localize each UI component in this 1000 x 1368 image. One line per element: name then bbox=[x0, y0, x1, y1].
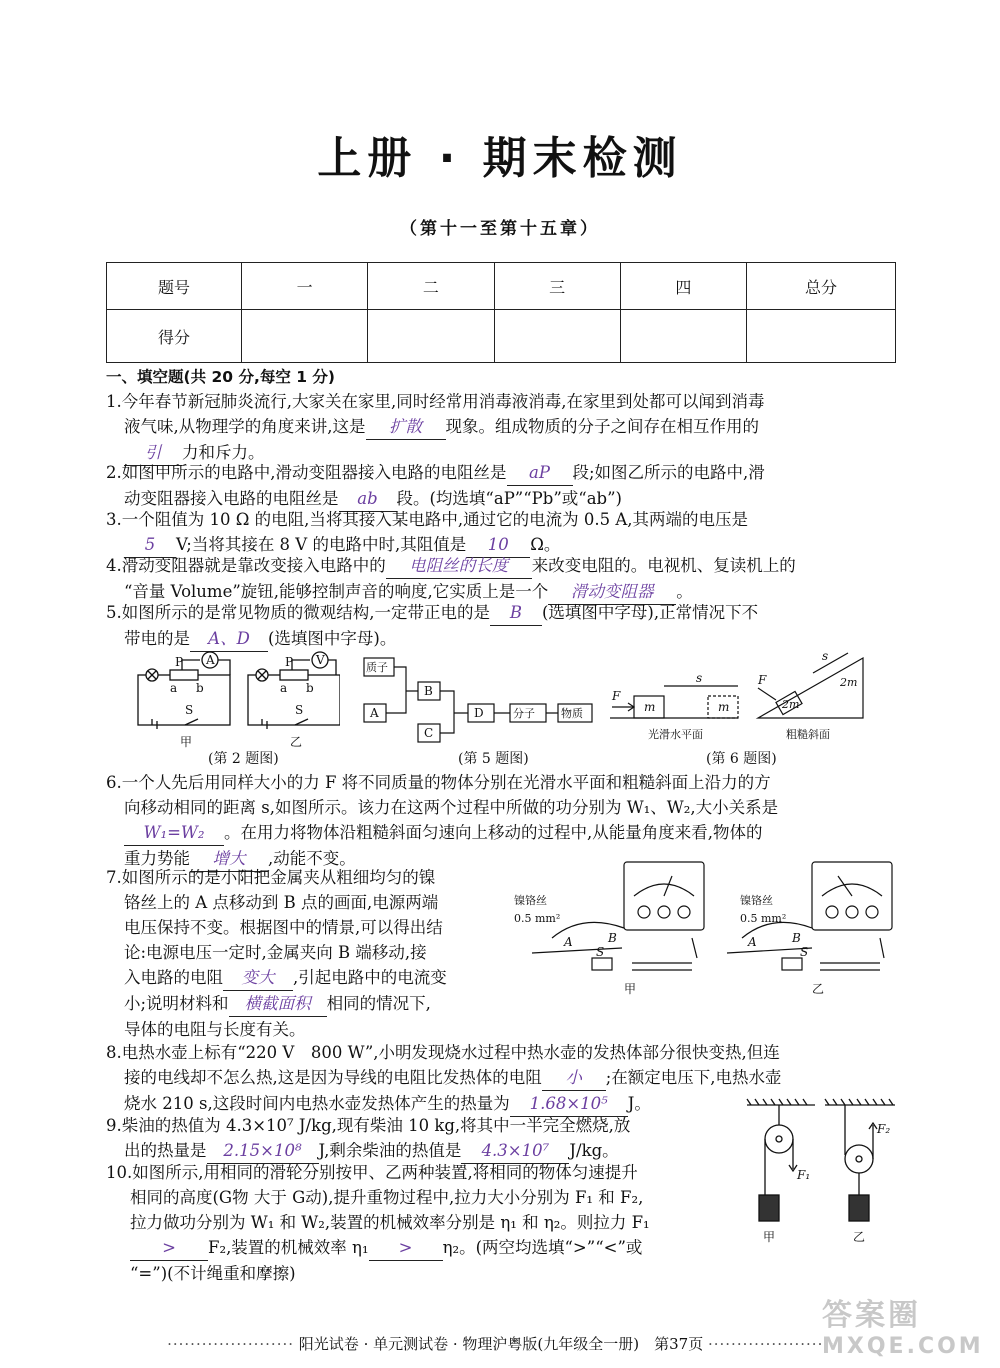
question-1 bbox=[106, 389, 896, 466]
label-f1: F₁ bbox=[797, 1168, 811, 1182]
text-line: 液气味,从物理学的角度来讲,这是 扩散 现象。组成物质的分子之间存在相互作用的 bbox=[106, 414, 896, 440]
table-cell[interactable] bbox=[368, 310, 494, 363]
answer-blank[interactable]: B bbox=[490, 600, 542, 626]
answer-blank[interactable]: 5 bbox=[124, 532, 176, 558]
table-cell: 三 bbox=[494, 263, 620, 310]
answer-blank[interactable]: 引 bbox=[124, 440, 182, 466]
label-s: S bbox=[295, 703, 304, 717]
table-cell: 二 bbox=[368, 263, 494, 310]
pulley-figure bbox=[745, 1095, 900, 1245]
page-subtitle: （第十一至第十五章） bbox=[400, 219, 600, 239]
force-work-figure bbox=[608, 648, 873, 746]
text-line: 小;说明材料和 横截面积 相同的情况下, bbox=[106, 991, 516, 1017]
question-7 bbox=[106, 865, 516, 1042]
nichrome-wire-label: 镍铬丝 bbox=[514, 894, 547, 907]
label-a: a bbox=[280, 681, 288, 695]
circuit-figure bbox=[130, 650, 340, 760]
answer-blank[interactable]: A、D bbox=[190, 626, 268, 652]
proton-label: 质子 bbox=[366, 661, 388, 674]
table-row bbox=[107, 263, 896, 310]
table-row bbox=[107, 310, 896, 363]
text-line: “音量 Volume”旋钮,能够控制声音的响度,它实质上是一个 滑动变阻器 。 bbox=[106, 579, 896, 605]
text-line: 出的热量是 2.15×10⁸ J,剩余柴油的热值是 4.3×10⁷ J/kg。 bbox=[106, 1138, 746, 1164]
text-line: 4.滑动变阻器就是靠改变接入电路中的 电阻丝的长度 来改变电阻的。电视机、复读机上的 bbox=[106, 553, 896, 579]
label-jia: 甲 bbox=[624, 982, 637, 996]
point-b-label: B bbox=[792, 931, 801, 945]
watermark bbox=[822, 1290, 984, 1359]
label-c: C bbox=[424, 726, 434, 740]
label-s: S bbox=[185, 703, 194, 717]
label-m: m bbox=[718, 700, 730, 714]
text-line: 相同的高度(G物 大于 G动),提升重物过程中,拉力大小分别为 F₁ 和 F₂, bbox=[130, 1188, 644, 1207]
table-cell[interactable] bbox=[747, 310, 896, 363]
molecule-label: 分子 bbox=[513, 707, 535, 720]
matter-label: 物质 bbox=[561, 707, 583, 720]
label-b: b bbox=[306, 681, 314, 695]
label-p: P bbox=[175, 655, 184, 669]
figure-caption: (第 2 题图) bbox=[208, 751, 279, 767]
question-5 bbox=[106, 600, 896, 652]
label-yi: 乙 bbox=[812, 982, 825, 996]
point-a-label: A bbox=[748, 935, 757, 949]
text-line: 5 V;当将其接在 8 V 的电路中时,其阻值是 10 Ω。 bbox=[106, 532, 896, 558]
question-3 bbox=[106, 507, 896, 558]
answer-blank[interactable]: 滑动变阻器 bbox=[548, 579, 676, 605]
text-line: 带电的是 A、D (选填图中字母)。 bbox=[106, 626, 896, 652]
label-f: F bbox=[758, 673, 767, 687]
label-a: A bbox=[370, 706, 379, 720]
label-2m: 2m bbox=[840, 676, 858, 689]
text-line: 导体的电阻与长度有关。 bbox=[124, 1020, 306, 1039]
table-cell: 总分 bbox=[747, 263, 896, 310]
text-line: 1.今年春节新冠肺炎流行,大家关在家里,同时经常用消毒液消毒,在家里到处都可以闻到消毒 bbox=[106, 392, 765, 411]
answer-blank[interactable]: 2.15×10⁸ bbox=[207, 1138, 319, 1164]
answer-blank[interactable]: W₁=W₂ bbox=[124, 820, 224, 846]
cross-section-label: 0.5 mm² bbox=[514, 912, 561, 925]
text-line: 动变阻器接入电路的电阻丝是 ab 段。(均选填“aP”“Pb”或“ab”) bbox=[106, 486, 896, 512]
figure-caption: (第 6 题图) bbox=[706, 751, 777, 767]
question-2 bbox=[106, 460, 896, 512]
text-line: 入电路的电阻 变大 ,引起电路中的电流变 bbox=[106, 965, 516, 991]
page-footer: ······················ 阳光试卷 · 单元测试卷 · 物理沪粤版(九年级全一册) 第37页 ······················ bbox=[167, 1335, 835, 1353]
smooth-surface-label: 光滑水平面 bbox=[648, 728, 703, 741]
table-cell[interactable] bbox=[242, 310, 368, 363]
answer-blank[interactable]: 横截面积 bbox=[229, 991, 327, 1017]
table-cell[interactable] bbox=[620, 310, 746, 363]
answer-blank[interactable]: aP bbox=[507, 460, 573, 486]
text-line: W₁=W₂ 。在用力将物体沿粗糙斜面匀速向上移动的过程中,从能量角度来看,物体的 bbox=[106, 820, 896, 846]
text-line: 10.如图所示,用相同的滑轮分别按甲、乙两种装置,将相同的物体匀速提升 bbox=[106, 1163, 638, 1182]
label-2m: 2m bbox=[782, 698, 800, 711]
text-line: 引 力和斥力。 bbox=[106, 440, 896, 466]
label-s: s bbox=[822, 649, 829, 663]
label-f2: F₂ bbox=[877, 1122, 891, 1136]
switch-label: S bbox=[596, 945, 605, 959]
label-s: s bbox=[696, 671, 703, 685]
text-line: 5.如图所示的是常见物质的微观结构,一定带正电的是 B (选填图中字母),正常情况下不 bbox=[106, 600, 896, 626]
point-b-label: B bbox=[608, 931, 617, 945]
voltmeter-label: V bbox=[316, 653, 325, 667]
score-table bbox=[106, 262, 896, 363]
table-cell: 题号 bbox=[107, 263, 242, 310]
figure-caption: (第 5 题图) bbox=[458, 751, 529, 767]
label-d: D bbox=[474, 706, 484, 720]
table-cell[interactable] bbox=[494, 310, 620, 363]
text-line: 铬丝上的 A 点移动到 B 点的画面,电源两端 bbox=[124, 893, 439, 912]
text-line: 拉力做功分别为 W₁ 和 W₂,装置的机械效率分别是 η₁ 和 η₂。则拉力 F₁ bbox=[130, 1213, 650, 1232]
question-6 bbox=[106, 770, 896, 872]
ammeter-label: A bbox=[206, 653, 215, 667]
answer-blank[interactable]: > bbox=[130, 1235, 208, 1261]
label-a: a bbox=[170, 681, 178, 695]
point-a-label: A bbox=[564, 935, 573, 949]
text-line: 9.柴油的热值为 4.3×10⁷ J/kg,现有柴油 10 kg,将其中一半完全燃烧,放 bbox=[106, 1116, 631, 1135]
answer-blank[interactable]: > bbox=[369, 1235, 443, 1261]
text-line: 电压保持不变。根据图中的情景,可以得出结 bbox=[124, 918, 443, 937]
answer-blank[interactable]: 1.68×10⁵ bbox=[510, 1091, 628, 1117]
text-line: 接的电线却不怎么热,这是因为导线的电阻比发热体的电阻 小 ;在额定电压下,电热水壶 bbox=[106, 1065, 896, 1091]
nichrome-wire-figure bbox=[512, 858, 907, 1018]
page-title: 上册 · 期末检测 bbox=[317, 133, 683, 184]
label-yi: 乙 bbox=[853, 1230, 866, 1244]
switch-label: S bbox=[800, 945, 809, 959]
answer-blank[interactable]: ab bbox=[339, 486, 397, 512]
answer-blank[interactable]: 电阻丝的长度 bbox=[386, 553, 532, 579]
text-line: 论:电源电压一定时,金属夹向 B 端移动,接 bbox=[124, 943, 427, 962]
text-line: 向移动相同的距离 s,如图所示。该力在这两个过程中所做的功分别为 W₁、W₂,大小关系是 bbox=[124, 798, 779, 817]
matter-structure-diagram bbox=[362, 656, 602, 746]
text-line: 烧水 210 s,这段时间内电热水壶发热体产生的热量为 1.68×10⁵ J。 bbox=[106, 1091, 896, 1117]
nichrome-wire-label: 镍铬丝 bbox=[740, 894, 773, 907]
question-4 bbox=[106, 553, 896, 605]
answer-blank[interactable]: 变大 bbox=[223, 965, 293, 991]
text-line: 重力势能 增大 ,动能不变。 bbox=[106, 846, 896, 872]
answer-blank[interactable]: 10 bbox=[466, 532, 530, 558]
text-line: 8.电热水壶上标有“220 V 800 W”,小明发现烧水过程中热水壶的发热体部分很快变热,但连 bbox=[106, 1043, 780, 1062]
question-9 bbox=[106, 1113, 746, 1164]
cross-section-label: 0.5 mm² bbox=[740, 912, 787, 925]
label-f: F bbox=[612, 689, 621, 703]
text-line: 6.一个人先后用同样大小的力 F 将不同质量的物体分别在光滑水平面和粗糙斜面上沿力的方 bbox=[106, 773, 771, 792]
text-line: > F₂,装置的机械效率 η₁ > η₂。(两空均选填“>”“<”或 bbox=[106, 1235, 736, 1261]
text-line: 7.如图所示的是小阳把金属夹从粗细均匀的镍 bbox=[106, 868, 436, 887]
answer-blank[interactable]: 扩散 bbox=[366, 414, 446, 440]
rough-slope-label: 粗糙斜面 bbox=[786, 728, 830, 741]
label-b: B bbox=[424, 684, 433, 698]
table-cell: 四 bbox=[620, 263, 746, 310]
answer-blank[interactable]: 增大 bbox=[190, 846, 268, 872]
question-10 bbox=[106, 1160, 736, 1286]
label-yi: 乙 bbox=[290, 735, 303, 749]
label-p: P bbox=[285, 655, 294, 669]
watermark-text: 答案圈 MXQE.COM bbox=[822, 1298, 984, 1359]
table-cell: 一 bbox=[242, 263, 368, 310]
text-line: “=”)(不计绳重和摩擦) bbox=[130, 1264, 296, 1283]
text-line: 2.如图甲所示的电路中,滑动变阻器接入电路的电阻丝是 aP 段;如图乙所示的电路中,滑 bbox=[106, 460, 896, 486]
section-heading: 一、填空题(共 20 分,每空 1 分) bbox=[106, 368, 335, 386]
table-cell: 得分 bbox=[107, 310, 242, 363]
label-m: m bbox=[644, 700, 656, 714]
footer-text: 阳光试卷 · 单元测试卷 · 物理沪粤版(九年级全一册) 第37页 bbox=[298, 1335, 704, 1353]
text-line: 3.一个阻值为 10 Ω 的电阻,当将其接入某电路中,通过它的电流为 0.5 A,其两端的电压是 bbox=[106, 510, 749, 529]
label-b: b bbox=[196, 681, 204, 695]
answer-blank[interactable]: 小 bbox=[542, 1065, 606, 1091]
label-jia: 甲 bbox=[763, 1230, 776, 1244]
label-jia: 甲 bbox=[180, 735, 193, 749]
answer-blank[interactable]: 4.3×10⁷ bbox=[461, 1138, 569, 1164]
